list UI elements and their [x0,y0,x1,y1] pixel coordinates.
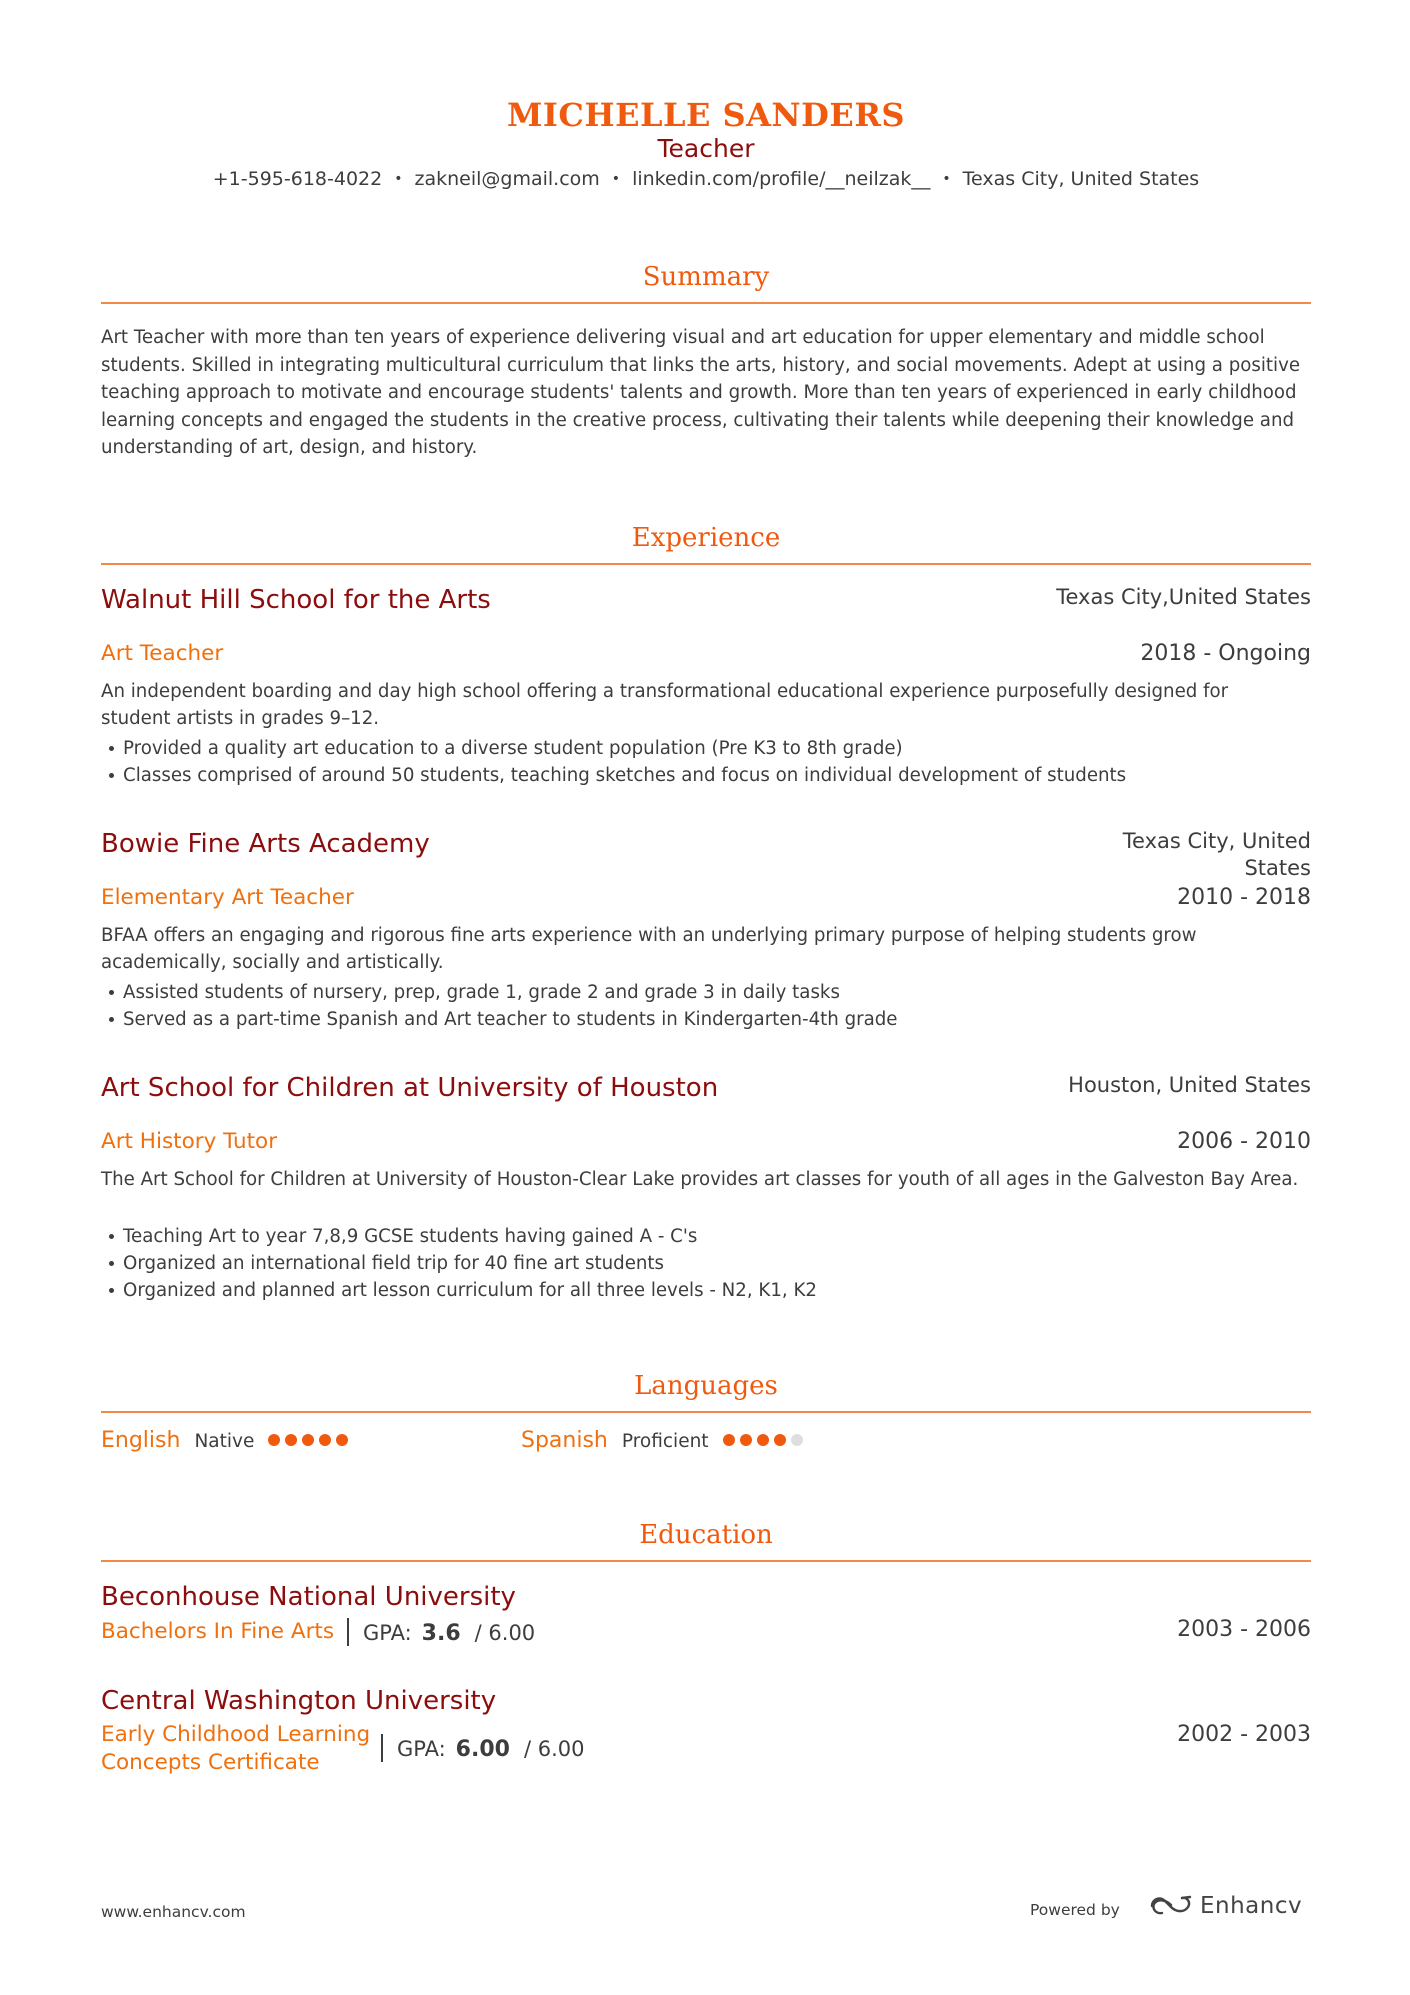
bullet-item: Assisted students of nursery, prep, grade 1, grade 2 and grade 3 in daily tasks [101,979,898,1006]
section-divider [101,302,1311,304]
job-role: Art Teacher [101,641,224,666]
rating-dot-filled [723,1434,735,1446]
education-dates: 2003 - 2006 [1177,1617,1311,1642]
location: Texas City, United States [962,168,1200,190]
job-dates: 2018 - Ongoing [1140,641,1311,666]
gpa-value: 3.6 [421,1621,461,1646]
language-item-english [101,1428,353,1453]
language-level: Proficient [621,1431,709,1452]
summary-heading: Summary [642,262,770,292]
job-bullets [101,979,898,1033]
degree-name: Early Childhood Learning Concepts Certificate [101,1722,371,1775]
language-name: Spanish [521,1428,608,1453]
separator-dot: • [611,171,621,187]
rating-dot-filled [268,1434,280,1446]
footer-url[interactable]: www.enhancv.com [101,1903,246,1921]
rating-dot-filled [740,1434,752,1446]
rating-dot-filled [302,1434,314,1446]
email[interactable]: zakneil@gmail.com [414,168,600,190]
job-location: Texas City,United States [1056,585,1311,609]
gpa [381,1734,584,1762]
job-dates: 2006 - 2010 [1177,1129,1311,1154]
gpa-label: GPA: [363,1621,412,1645]
language-rating [268,1431,353,1450]
phone[interactable]: +1-595-618-4022 [212,168,383,190]
linkedin-link[interactable]: linkedin.com/profile/__neilzak__ [632,168,931,190]
education-dates: 2002 - 2003 [1177,1722,1311,1747]
job-description: BFAA offers an engaging and rigorous fine arts experience with an underlying primary purpose of helping students grow academically, socially and artistically. [101,925,1197,973]
section-divider [101,1560,1311,1562]
bullet-item: Provided a quality art education to a diverse student population (Pre K3 to 8th grade) [101,735,1126,762]
candidate-name: MICHELLE SANDERS [506,96,906,134]
rating-dot-filled [774,1434,786,1446]
section-divider [101,1411,1311,1413]
languages-heading: Languages [634,1371,778,1401]
rating-dot-filled [285,1434,297,1446]
job-role: Art History Tutor [101,1129,278,1154]
bullet-item: Teaching Art to year 7,8,9 GCSE students having gained A - C's [101,1223,817,1250]
enhancv-logo-icon [1148,1893,1194,1919]
brand-name: Enhancv [1200,1893,1303,1919]
language-name: English [101,1428,181,1453]
job-dates: 2010 - 2018 [1177,885,1311,910]
education-heading: Education [639,1520,773,1550]
company-name: Bowie Fine Arts Academy [101,829,430,859]
bullet-item: Classes comprised of around 50 students, teaching sketches and focus on individual development of students [101,762,1126,789]
contact-line [101,168,1311,190]
degree-name: Bachelors In Fine Arts [101,1619,335,1644]
bullet-item: Organized and planned art lesson curriculum for all three levels - N2, K1, K2 [101,1277,817,1304]
job-location: Texas City, United States [1122,829,1311,880]
company-name: Art School for Children at University of Houston [101,1073,719,1103]
job-role: Elementary Art Teacher [101,885,354,910]
rating-dot-filled [336,1434,348,1446]
separator-dot: • [942,171,951,187]
section-divider [101,563,1311,565]
experience-heading: Experience [631,523,781,553]
separator-dot: • [394,171,403,187]
enhancv-logo[interactable] [1148,1893,1302,1919]
gpa-value: 6.00 [455,1737,510,1762]
rating-dot-empty [791,1434,803,1446]
job-bullets [101,1223,817,1304]
gpa-divider [381,1734,383,1762]
school-name: Central Washington University [101,1686,497,1716]
job-bullets [101,735,1126,789]
gpa-max: / 6.00 [474,1621,536,1645]
company-name: Walnut Hill School for the Arts [101,585,491,615]
gpa-label: GPA: [397,1737,446,1761]
language-item-spanish [521,1428,808,1453]
job-description: The Art School for Children at University of Houston-Clear Lake provides art classes for youth of all ages in the Galveston Bay Area. [101,1169,1299,1190]
summary-text: Art Teacher with more than ten years of experience delivering visual and art education for upper elementary and middle school students. Skilled in integrating multicultural curriculum that links the arts, history, and social movements. Adept at using a positive teaching approach to motivate and encourage students' talents and growth. More than ten years of experienced in early childhood learning concepts and engaged the students in the creative process, cultivating their talents while deepening their knowledge and understanding of art, design, and history. [101,327,1301,458]
rating-dot-filled [757,1434,769,1446]
gpa [347,1618,535,1646]
candidate-title: Teacher [657,134,755,163]
job-location: Houston, United States [1068,1073,1311,1097]
powered-by-label: Powered by [1030,1901,1120,1919]
gpa-divider [347,1618,349,1646]
school-name: Beconhouse National University [101,1582,516,1612]
language-rating [723,1431,808,1450]
bullet-item: Served as a part-time Spanish and Art teacher to students in Kindergarten-4th grade [101,1006,898,1033]
job-description: An independent boarding and day high school offering a transformational educational experience purposefully designed for student artists in grades 9–12. [101,681,1229,729]
bullet-item: Organized an international field trip for 40 fine art students [101,1250,817,1277]
rating-dot-filled [319,1434,331,1446]
language-level: Native [194,1431,255,1452]
gpa-max: / 6.00 [523,1737,585,1761]
